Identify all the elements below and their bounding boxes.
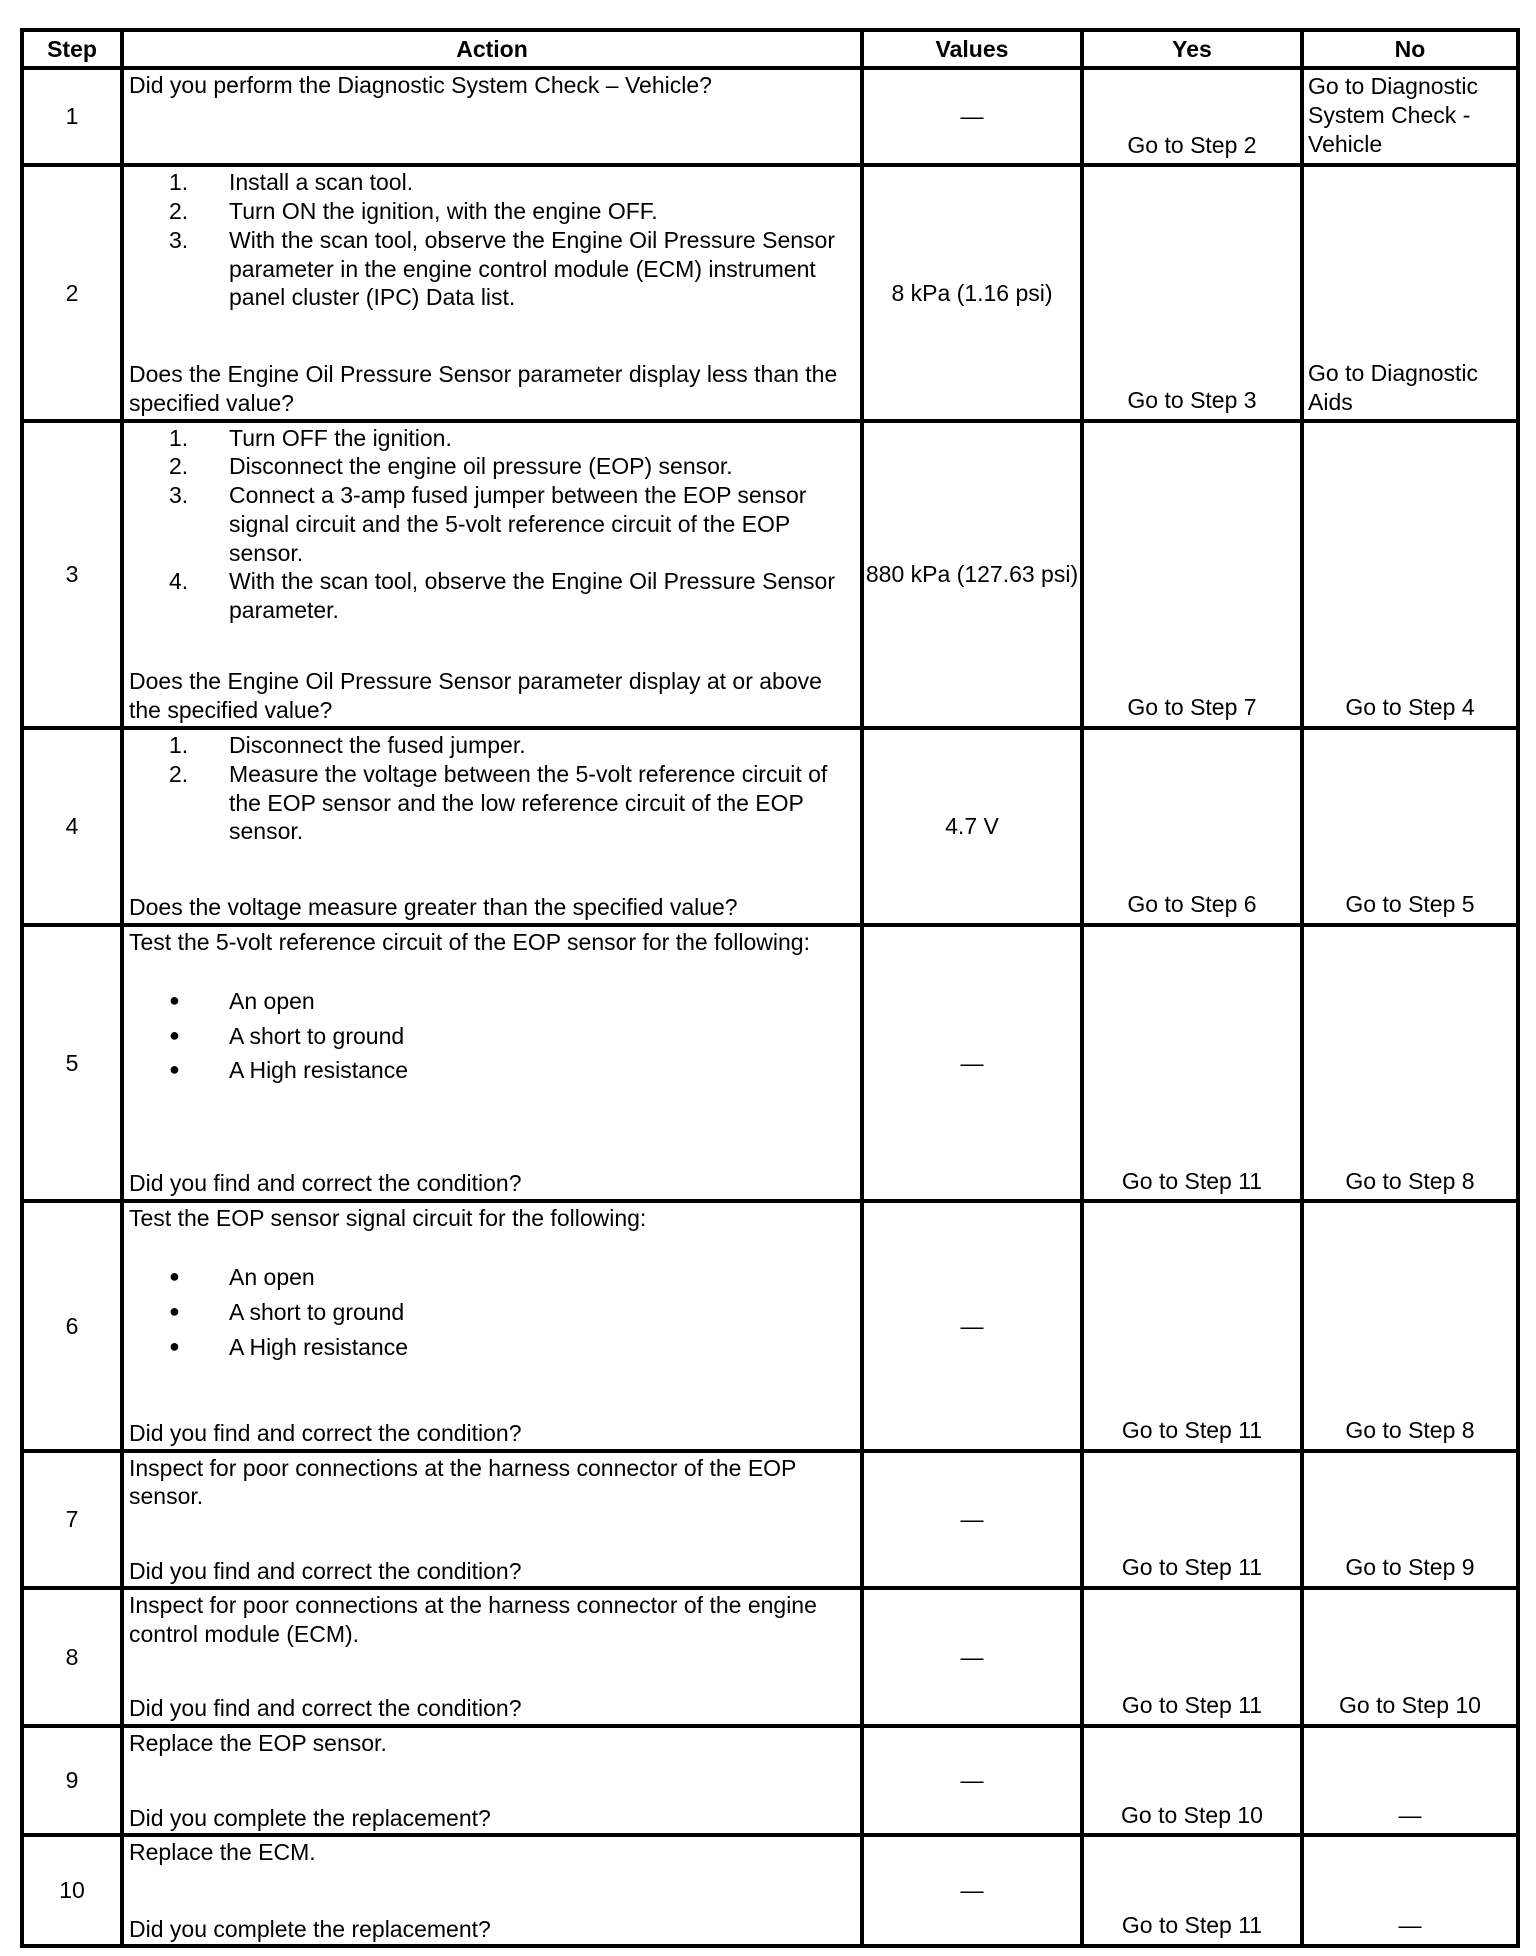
yes-link[interactable]: Go to Step 10 <box>1121 1801 1263 1828</box>
action-question: Does the Engine Oil Pressure Sensor parameter display less than the specified value? <box>129 360 838 416</box>
bullet-icon: ● <box>169 1300 180 1321</box>
substep-number: 3. <box>169 226 189 253</box>
action-question: Did you find and correct the condition? <box>129 1557 522 1584</box>
yes-link[interactable]: Go to Step 2 <box>1127 131 1257 158</box>
bullet-icon: ● <box>169 1335 180 1356</box>
substep-text: Disconnect the engine oil pressure (EOP) sensor. <box>229 453 733 480</box>
substep-item <box>169 452 856 481</box>
no-link[interactable]: Go to Diagnostic System Check - Vehicle <box>1308 73 1479 157</box>
action-instructions <box>129 1838 856 1867</box>
no-cell <box>1302 1201 1518 1450</box>
substep-item <box>169 731 856 760</box>
action-cell <box>122 1835 862 1946</box>
yes-cell <box>1082 1451 1302 1589</box>
no-link[interactable]: — <box>1398 1912 1422 1939</box>
action-instructions <box>129 731 856 846</box>
values-cell: 8 kPa (1.16 psi) <box>862 165 1082 420</box>
action-question: Did you complete the replacement? <box>129 1915 491 1942</box>
step-number: 1 <box>22 68 122 165</box>
action-instructions <box>129 1729 856 1758</box>
action-cell <box>122 68 862 165</box>
action-instructions <box>129 168 856 312</box>
substep-list <box>129 168 856 312</box>
action-question: Does the voltage measure greater than the specified value? <box>129 894 738 921</box>
substep-number: 3. <box>169 482 189 509</box>
action-intro: Replace the EOP sensor. <box>129 1729 387 1756</box>
no-link[interactable]: Go to Diagnostic Aids <box>1308 360 1479 415</box>
yes-link[interactable]: Go to Step 11 <box>1121 1912 1263 1939</box>
values-cell: 4.7 V <box>862 728 1082 925</box>
action-instructions <box>129 424 856 625</box>
action-question: Did you find and correct the condition? <box>129 1170 522 1197</box>
diagnostic-table <box>20 28 1520 1948</box>
action-cell <box>122 728 862 925</box>
step-number: 5 <box>22 925 122 1201</box>
action-cell <box>122 165 862 420</box>
bullet-text: An open <box>229 987 315 1014</box>
no-cell <box>1302 1451 1518 1589</box>
values-cell: 880 kPa (127.63 psi) <box>862 421 1082 728</box>
substep-number: 1. <box>169 169 189 196</box>
step-number: 2 <box>22 165 122 420</box>
values-cell: — <box>862 1726 1082 1836</box>
action-cell <box>122 1588 862 1726</box>
bullet-item <box>169 1263 856 1292</box>
values-cell: — <box>862 1588 1082 1726</box>
substep-text: Turn ON the ignition, with the engine OFF. <box>229 198 658 225</box>
substep-item <box>169 168 856 197</box>
no-cell <box>1302 421 1518 728</box>
yes-cell <box>1082 925 1302 1201</box>
values-cell: — <box>862 1835 1082 1946</box>
yes-cell <box>1082 68 1302 165</box>
values-cell: — <box>862 68 1082 165</box>
header-values: Values <box>862 30 1082 68</box>
values-cell: — <box>862 1451 1082 1589</box>
yes-cell <box>1082 728 1302 925</box>
step-number: 8 <box>22 1588 122 1726</box>
table-row <box>22 1726 1518 1836</box>
action-question: Does the Engine Oil Pressure Sensor parameter display at or above the specified value? <box>129 668 822 723</box>
substep-text: With the scan tool, observe the Engine Oil Pressure Sensor parameter in the engine control module (ECM) instrument panel cluster (IPC) Data list. <box>229 226 835 311</box>
action-instructions <box>129 1454 856 1512</box>
action-question: Did you find and correct the condition? <box>129 1419 522 1446</box>
substep-number: 4. <box>169 568 189 595</box>
values-cell: — <box>862 925 1082 1201</box>
action-intro: Replace the ECM. <box>129 1839 316 1866</box>
no-cell <box>1302 728 1518 925</box>
action-question: Did you perform the Diagnostic System Check – Vehicle? <box>129 72 712 98</box>
action-instructions <box>129 1591 856 1649</box>
no-link[interactable]: Go to Step 10 <box>1339 1692 1481 1719</box>
substep-number: 1. <box>169 424 189 451</box>
bullet-list <box>129 987 856 1085</box>
step-number: 6 <box>22 1201 122 1450</box>
header-step: Step <box>22 30 122 68</box>
substep-number: 2. <box>169 760 189 787</box>
yes-cell <box>1082 421 1302 728</box>
no-link[interactable]: — <box>1398 1801 1422 1828</box>
substep-number: 1. <box>169 732 189 759</box>
no-link[interactable]: Go to Step 8 <box>1345 1167 1475 1194</box>
no-cell <box>1302 165 1518 420</box>
table-row <box>22 925 1518 1201</box>
action-cell <box>122 1726 862 1836</box>
yes-cell <box>1082 1201 1302 1450</box>
substep-item <box>169 197 856 226</box>
table-row <box>22 165 1518 420</box>
yes-link[interactable]: Go to Step 11 <box>1121 1167 1263 1194</box>
bullet-text: A High resistance <box>229 1057 408 1084</box>
header-no: No <box>1302 30 1518 68</box>
header-action: Action <box>122 30 862 68</box>
substep-number: 2. <box>169 198 189 225</box>
substep-item <box>169 760 856 846</box>
bullet-icon: ● <box>169 1059 180 1080</box>
bullet-item <box>169 1056 856 1085</box>
substep-number: 2. <box>169 453 189 480</box>
action-question: Did you find and correct the condition? <box>129 1695 522 1722</box>
bullet-text: A High resistance <box>229 1333 408 1360</box>
yes-cell <box>1082 1726 1302 1836</box>
substep-text: Connect a 3-amp fused jumper between the EOP sensor signal circuit and the 5-volt reference circuit of the EOP sensor. <box>229 482 807 566</box>
bullet-text: A short to ground <box>229 1022 405 1049</box>
no-cell <box>1302 1726 1518 1836</box>
yes-cell <box>1082 1588 1302 1726</box>
no-link[interactable]: Go to Step 4 <box>1345 694 1475 721</box>
action-intro: Inspect for poor connections at the harness connector of the EOP sensor. <box>129 1454 796 1510</box>
bullet-item <box>169 1022 856 1051</box>
action-intro: Test the 5-volt reference circuit of the EOP sensor for the following: <box>129 929 810 956</box>
substep-list <box>129 424 856 625</box>
substep-item <box>169 226 856 312</box>
table-row <box>22 421 1518 728</box>
step-number: 9 <box>22 1726 122 1836</box>
bullet-icon: ● <box>169 1266 180 1287</box>
yes-link[interactable]: Go to Step 11 <box>1121 1554 1263 1581</box>
bullet-item <box>169 987 856 1016</box>
no-link[interactable]: Go to Step 8 <box>1345 1416 1475 1443</box>
substep-list <box>129 731 856 846</box>
substep-item <box>169 481 856 567</box>
bullet-text: A short to ground <box>229 1298 405 1325</box>
substep-text: Install a scan tool. <box>229 169 414 196</box>
bullet-icon: ● <box>169 989 180 1010</box>
no-cell <box>1302 68 1518 165</box>
table-row <box>22 68 1518 165</box>
no-link[interactable]: Go to Step 5 <box>1345 891 1475 918</box>
substep-text: With the scan tool, observe the Engine Oil Pressure Sensor parameter. <box>229 568 835 624</box>
action-instructions <box>129 928 856 1091</box>
yes-cell <box>1082 165 1302 420</box>
header-row <box>22 30 1518 68</box>
step-number: 4 <box>22 728 122 925</box>
values-cell: — <box>862 1201 1082 1450</box>
no-cell <box>1302 1588 1518 1726</box>
substep-text: Disconnect the fused jumper. <box>229 732 526 759</box>
bullet-item <box>169 1298 856 1327</box>
bullet-list <box>129 1263 856 1361</box>
yes-link[interactable]: Go to Step 7 <box>1127 694 1257 721</box>
table-row <box>22 1451 1518 1589</box>
substep-text: Measure the voltage between the 5-volt reference circuit of the EOP sensor and the low reference circuit of the EOP sensor. <box>229 760 828 845</box>
action-question: Did you complete the replacement? <box>129 1805 491 1832</box>
no-cell <box>1302 1835 1518 1946</box>
action-intro: Test the EOP sensor signal circuit for the following: <box>129 1205 647 1232</box>
header-yes: Yes <box>1082 30 1302 68</box>
no-cell <box>1302 925 1518 1201</box>
yes-link[interactable]: Go to Step 11 <box>1121 1692 1263 1719</box>
substep-item <box>169 567 856 625</box>
bullet-item <box>169 1333 856 1362</box>
action-cell <box>122 925 862 1201</box>
yes-link[interactable]: Go to Step 11 <box>1121 1416 1263 1443</box>
table-row <box>22 728 1518 925</box>
step-number: 3 <box>22 421 122 728</box>
action-cell <box>122 421 862 728</box>
action-instructions <box>129 1204 856 1367</box>
bullet-icon: ● <box>169 1024 180 1045</box>
step-number: 10 <box>22 1835 122 1946</box>
table-row <box>22 1201 1518 1450</box>
action-cell <box>122 1201 862 1450</box>
table-row <box>22 1588 1518 1726</box>
no-link[interactable]: Go to Step 9 <box>1345 1554 1475 1581</box>
bullet-text: An open <box>229 1264 315 1291</box>
table-row <box>22 1835 1518 1946</box>
step-number: 7 <box>22 1451 122 1589</box>
action-intro: Inspect for poor connections at the harness connector of the engine control module (ECM). <box>129 1592 817 1647</box>
yes-cell <box>1082 1835 1302 1946</box>
yes-link[interactable]: Go to Step 3 <box>1127 386 1257 413</box>
action-cell <box>122 1451 862 1589</box>
substep-item <box>169 424 856 453</box>
yes-link[interactable]: Go to Step 6 <box>1127 891 1257 918</box>
substep-text: Turn OFF the ignition. <box>229 424 452 451</box>
